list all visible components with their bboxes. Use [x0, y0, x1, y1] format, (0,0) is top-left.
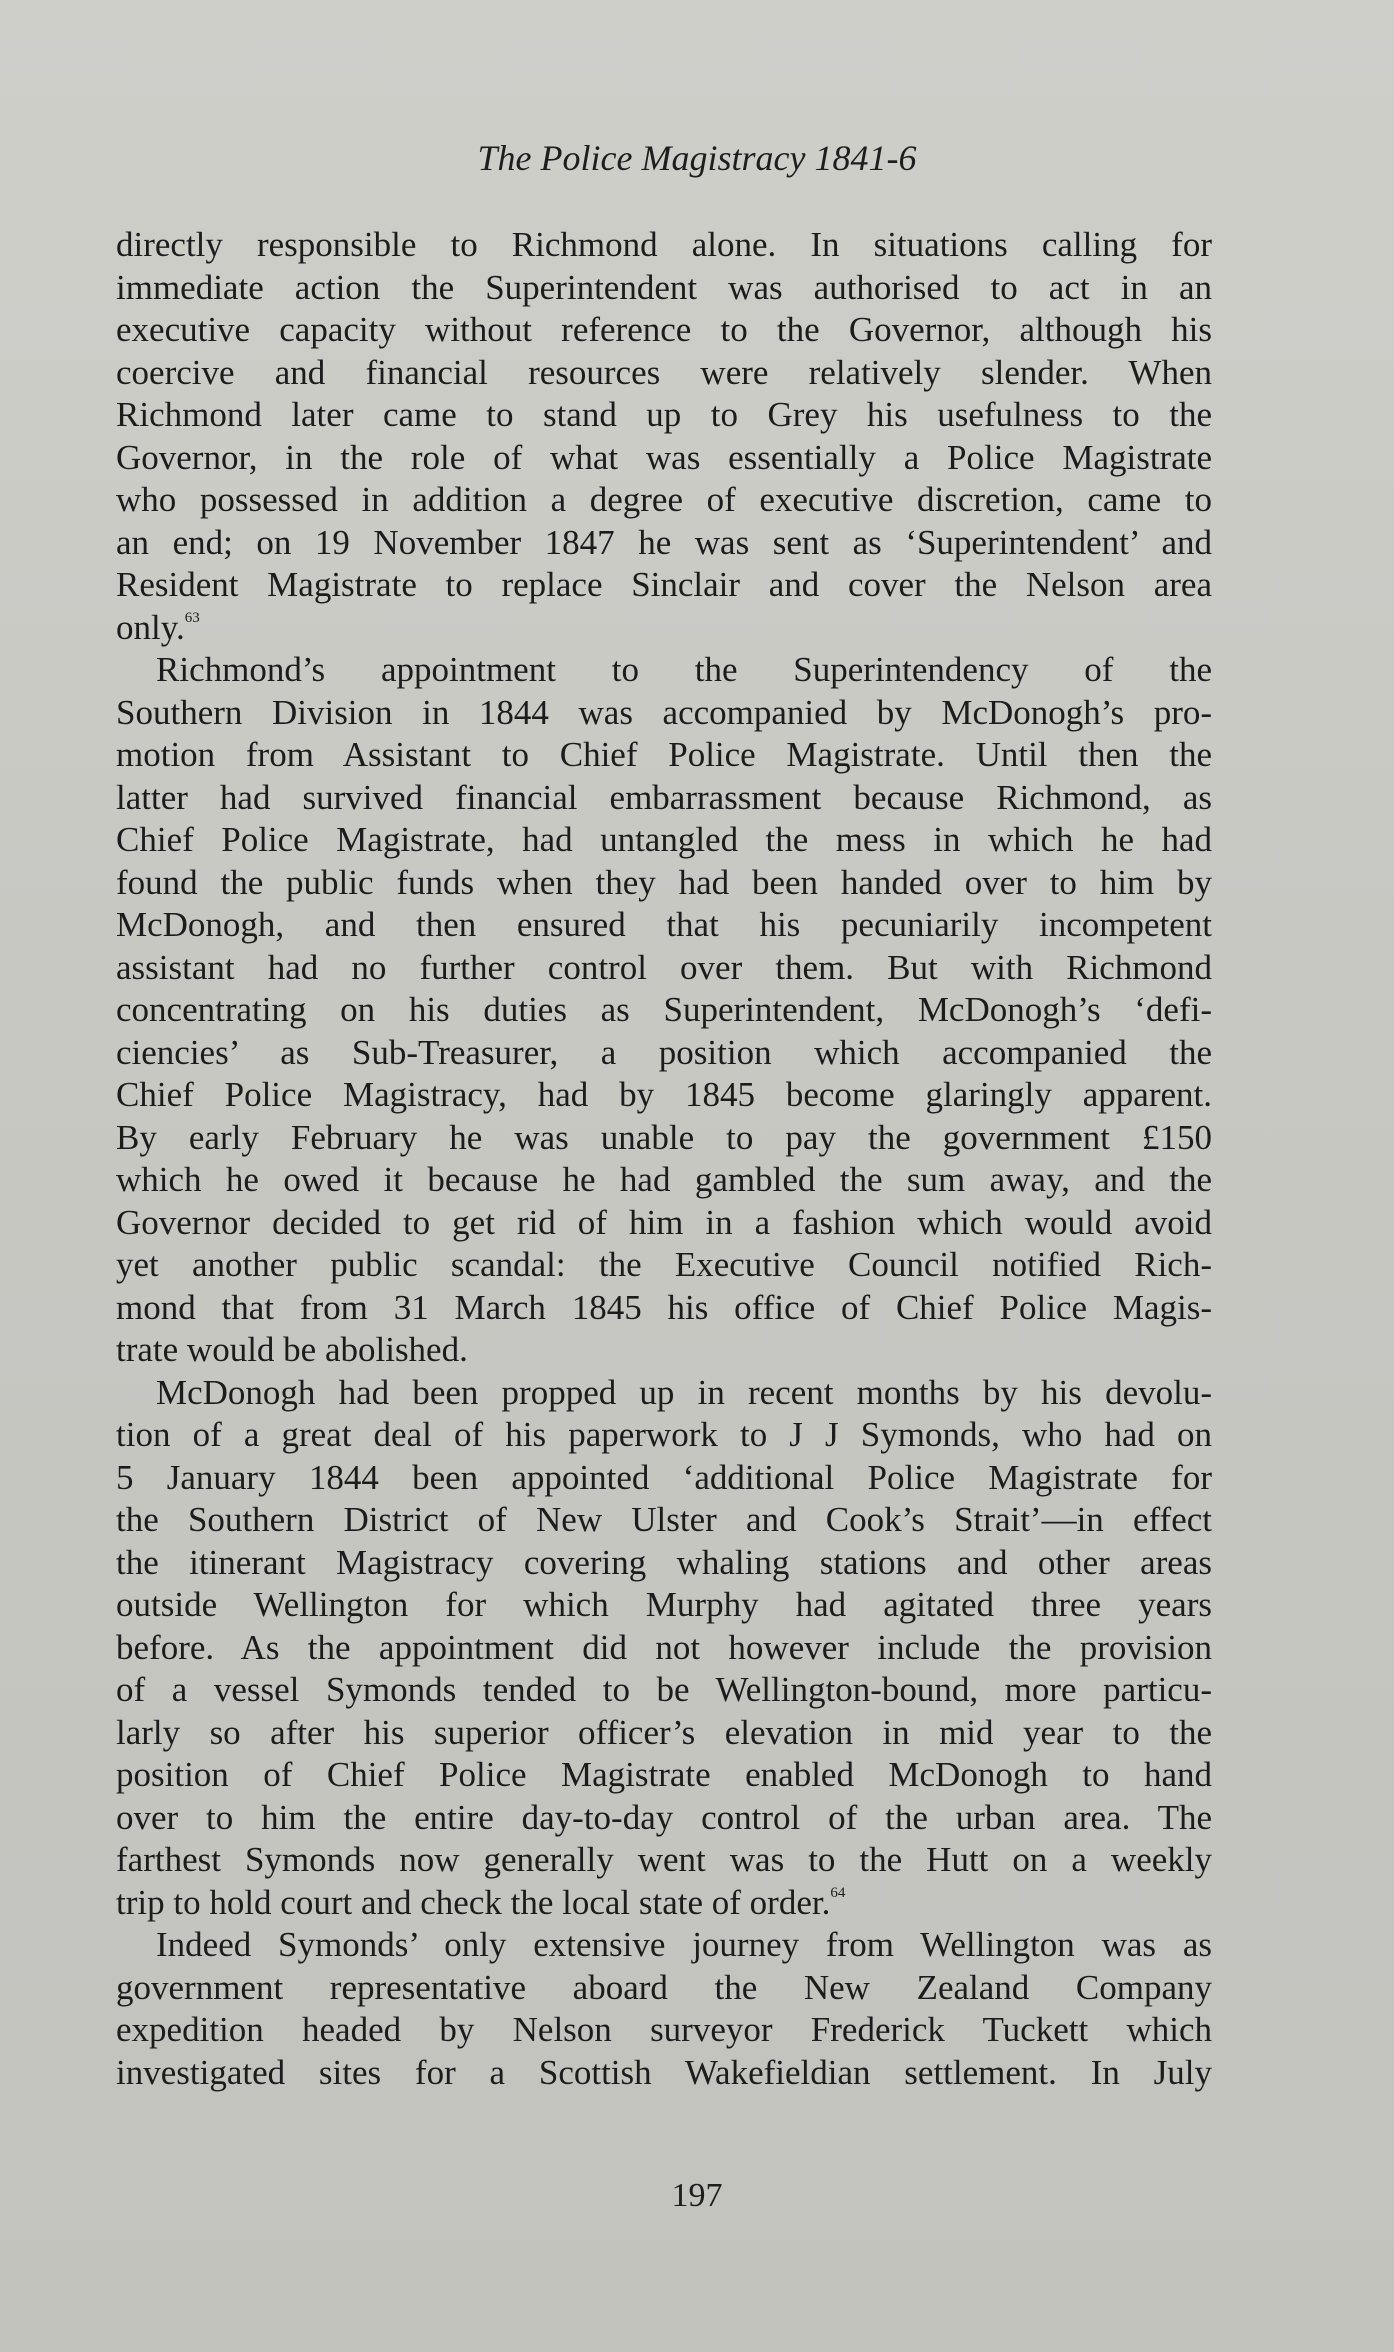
text-line: tion of a great deal of his paperwork to J J Symonds, who had on: [116, 1415, 1212, 1454]
text-line: motion from Assistant to Chief Police Magistrate. Until then the: [116, 735, 1212, 774]
text-line: only.$^{63}$: [116, 607, 200, 647]
text-line: By early February he was unable to pay the government £150: [116, 1117, 1212, 1157]
page-number: 197: [671, 2177, 723, 2214]
footnote-marker: 64: [830, 1884, 846, 1901]
paragraph: [116, 224, 1212, 649]
text-line: trip to hold court and check the local state of order.$^{64}$: [116, 1882, 846, 1922]
text-line: Richmond later came to stand up to Grey his usefulness to the: [116, 395, 1212, 434]
running-head: The Police Magistracy 1841-6: [477, 138, 917, 178]
paragraph: [116, 1372, 1212, 1925]
text-line: McDonogh, and then ensured that his pecuniarily incompetent: [116, 905, 1212, 944]
text-line: coercive and financial resources were relatively slender. When: [116, 352, 1212, 392]
text-line: before. As the appointment did not however include the provision: [116, 1627, 1212, 1667]
text-line: found the public funds when they had been handed over to him by: [116, 862, 1212, 902]
text-line: assistant had no further control over them. But with Richmond: [116, 947, 1212, 987]
text-line: the itinerant Magistracy covering whaling stations and other areas: [116, 1542, 1212, 1582]
text-line: trate would be abolished.: [116, 1330, 468, 1369]
text-line: the Southern District of New Ulster and Cook’s Strait’—in effect: [116, 1500, 1212, 1539]
text-line: 5 January 1844 been appointed ‘additional Police Magistrate for: [116, 1457, 1212, 1497]
text-line: which he owed it because he had gambled the sum away, and the: [116, 1160, 1212, 1199]
text-line: ciencies’ as Sub-Treasurer, a position which accompanied the: [116, 1032, 1212, 1072]
text-line: investigated sites for a Scottish Wakefieldian settlement. In July: [116, 2052, 1212, 2092]
text-line: Resident Magistrate to replace Sinclair and cover the Nelson area: [116, 565, 1212, 604]
text-line: position of Chief Police Magistrate enabled McDonogh to hand: [116, 1755, 1212, 1794]
text-line: farthest Symonds now generally went was to the Hutt on a weekly: [116, 1840, 1212, 1879]
text-line: McDonogh had been propped up in recent months by his devolu-: [156, 1372, 1212, 1412]
text-line: concentrating on his duties as Superintendent, McDonogh’s ‘defi-: [116, 990, 1212, 1029]
text-line: larly so after his superior officer’s elevation in mid year to the: [116, 1712, 1212, 1752]
text-line: Richmond’s appointment to the Superintendency of the: [156, 650, 1212, 689]
body-text: [116, 224, 1212, 2094]
text-line: who possessed in addition a degree of executive discretion, came to: [116, 480, 1212, 519]
text-line: Chief Police Magistrate, had untangled the mess in which he had: [116, 820, 1212, 859]
text-line: Chief Police Magistracy, had by 1845 become glaringly apparent.: [116, 1075, 1212, 1114]
text-line: directly responsible to Richmond alone. In situations calling for: [116, 225, 1212, 264]
text-line: Governor decided to get rid of him in a fashion which would avoid: [116, 1202, 1212, 1242]
text-line: Governor, in the role of what was essentially a Police Magistrate: [116, 437, 1212, 477]
text-line: Indeed Symonds’ only extensive journey from Wellington was as: [156, 1925, 1212, 1964]
text-line: yet another public scandal: the Executive Council notified Rich-: [116, 1245, 1212, 1284]
text-line: over to him the entire day-to-day control of the urban area. The: [116, 1797, 1212, 1837]
paragraph: [116, 649, 1212, 1372]
text-line: Southern Division in 1844 was accompanied by McDonogh’s pro-: [116, 692, 1212, 732]
paragraph: [116, 1924, 1212, 2094]
text-line: outside Wellington for which Murphy had agitated three years: [116, 1585, 1212, 1624]
text-line: an end; on 19 November 1847 he was sent as ‘Superintendent’ and: [116, 522, 1212, 562]
text-line: immediate action the Superintendent was authorised to act in an: [116, 267, 1212, 307]
text-line: of a vessel Symonds tended to be Wellington-bound, more particu-: [116, 1670, 1212, 1709]
footnote-marker: 63: [184, 609, 200, 626]
text-line: mond that from 31 March 1845 his office of Chief Police Magis-: [116, 1287, 1212, 1327]
text-line: expedition headed by Nelson surveyor Frederick Tuckett which: [116, 2010, 1212, 2049]
text-line: latter had survived financial embarrassment because Richmond, as: [116, 777, 1212, 817]
text-line: executive capacity without reference to the Governor, although his: [116, 310, 1212, 349]
text-line: government representative aboard the New Zealand Company: [116, 1967, 1212, 2007]
